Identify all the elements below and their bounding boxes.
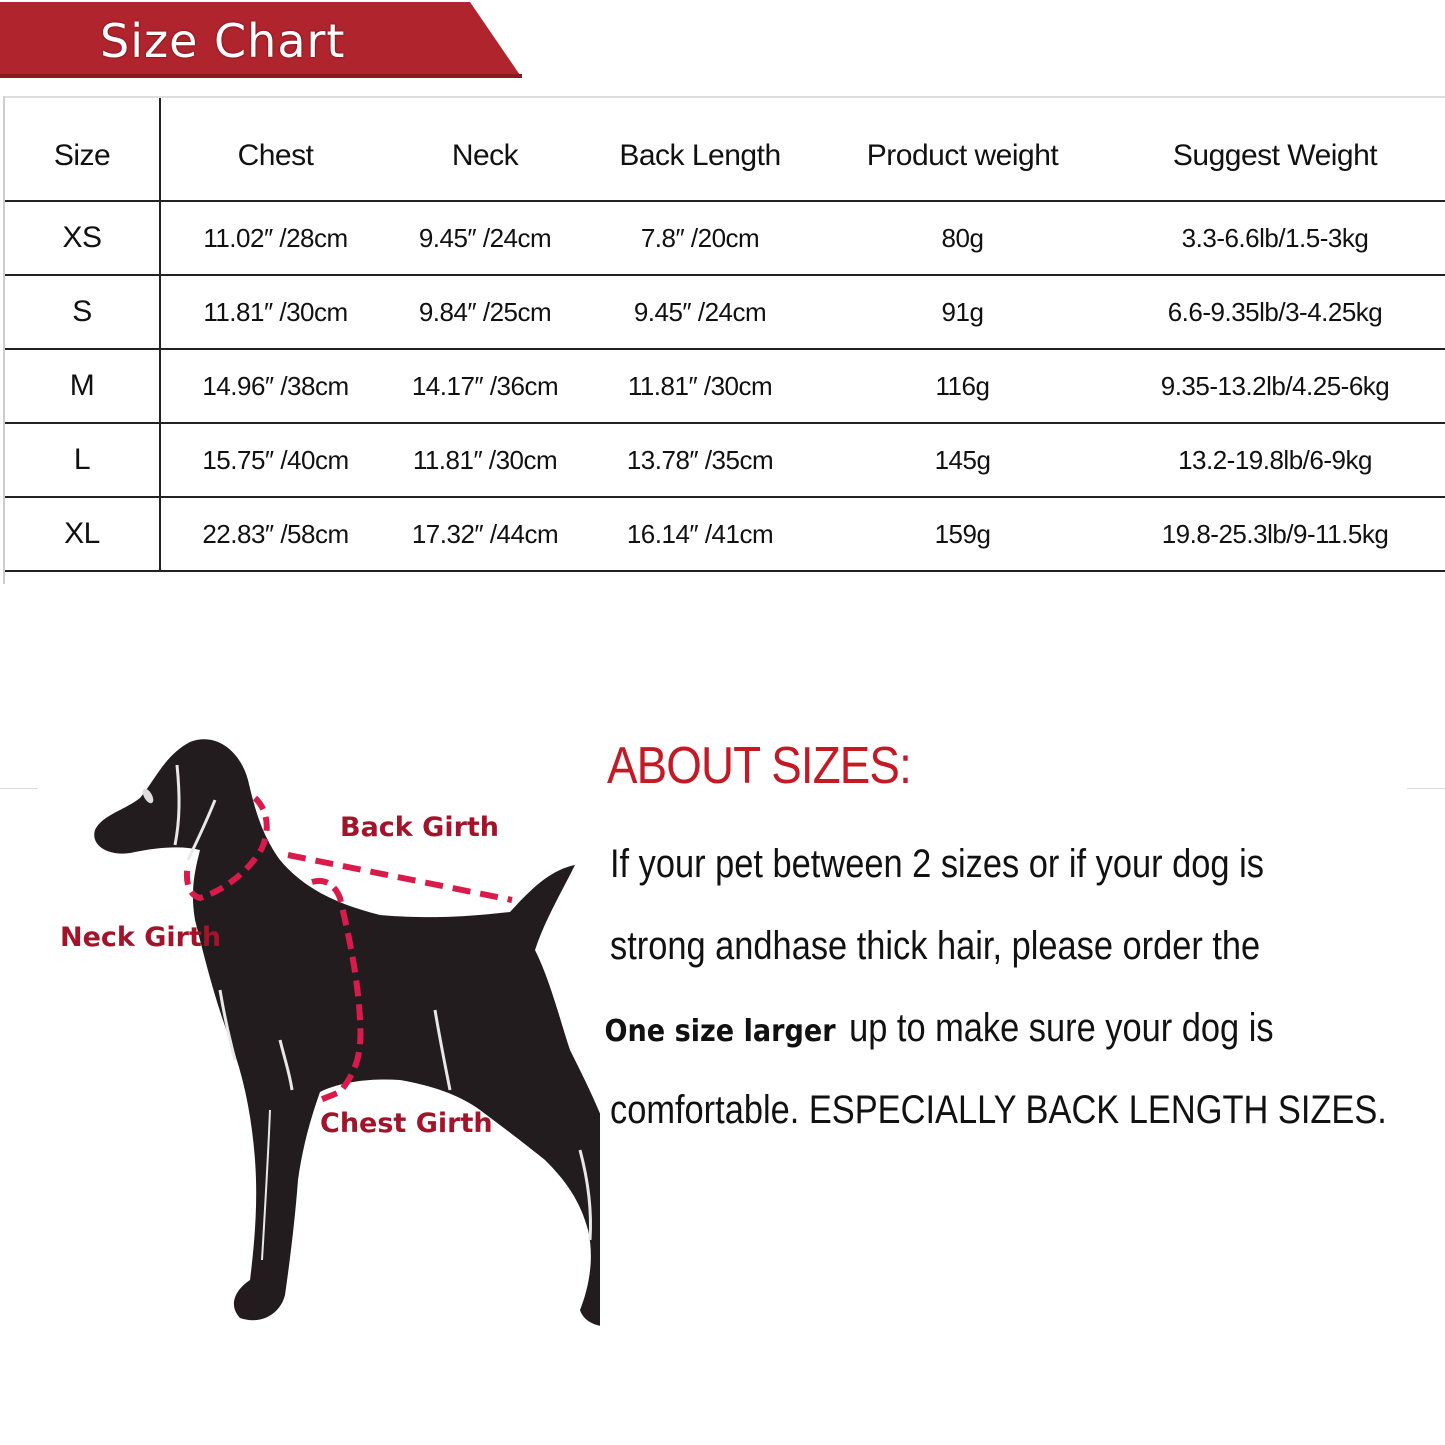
about-line-3: [604, 1006, 1274, 1051]
back-girth-label: Back Girth: [340, 812, 500, 843]
size-table: [3, 96, 1445, 584]
neck-cell: 14.17″ /36cm: [390, 349, 580, 423]
header-suggest-weight: Suggest Weight: [1172, 139, 1378, 172]
about-line-3-rest: up to make sure your dog is: [849, 1006, 1274, 1050]
size-cell: L: [5, 423, 160, 497]
back-length-cell: 7.8″ /20cm: [580, 201, 820, 275]
size-cell: M: [5, 349, 160, 423]
suggest-weight-cell: 19.8-25.3lb/9-11.5kg: [1105, 497, 1445, 571]
size-chart-banner: [0, 2, 522, 78]
neck-girth-label: Neck Girth: [60, 922, 222, 953]
suggest-weight-cell: 6.6-9.35lb/3-4.25kg: [1105, 275, 1445, 349]
table-row: [5, 275, 1445, 349]
about-sizes-title: ABOUT SIZES:: [607, 737, 911, 795]
product-weight-cell: 91g: [820, 275, 1105, 349]
suggest-weight-cell: 9.35-13.2lb/4.25-6kg: [1105, 349, 1445, 423]
product-weight-cell: 159g: [820, 497, 1105, 571]
table-row: [5, 349, 1445, 423]
product-weight-cell: 80g: [820, 201, 1105, 275]
size-cell: XL: [5, 497, 160, 571]
one-size-larger-emphasis: One size larger: [604, 1014, 836, 1049]
product-weight-cell: 145g: [820, 423, 1105, 497]
chest-cell: 15.75″ /40cm: [160, 423, 390, 497]
dog-measurement-diagram: [40, 720, 600, 1360]
neck-cell: 17.32″ /44cm: [390, 497, 580, 571]
table-header-row: [5, 98, 1445, 201]
back-length-cell: 16.14″ /41cm: [580, 497, 820, 571]
back-length-cell: 9.45″ /24cm: [580, 275, 820, 349]
neck-cell: 9.45″ /24cm: [390, 201, 580, 275]
chest-cell: 14.96″ /38cm: [160, 349, 390, 423]
size-cell: XS: [5, 201, 160, 275]
table-row: [5, 497, 1445, 571]
size-cell: S: [5, 275, 160, 349]
about-line-2: strong andhase thick hair, please order the: [610, 924, 1261, 968]
back-length-cell: 11.81″ /30cm: [580, 349, 820, 423]
header-back-length: Back Length: [619, 139, 781, 172]
neck-cell: 9.84″ /25cm: [390, 275, 580, 349]
product-weight-cell: 116g: [820, 349, 1105, 423]
suggest-weight-cell: 13.2-19.8lb/6-9kg: [1105, 423, 1445, 497]
banner-title: Size Chart: [100, 14, 346, 68]
divider: [1407, 788, 1445, 789]
about-line-4: comfortable. ESPECIALLY BACK LENGTH SIZES.: [610, 1088, 1387, 1132]
about-line-1: If your pet between 2 sizes or if your dog is: [610, 842, 1264, 886]
header-product-weight: Product weight: [866, 139, 1059, 172]
header-size: Size: [5, 98, 160, 201]
chest-cell: 11.02″ /28cm: [160, 201, 390, 275]
chest-girth-label: Chest Girth: [320, 1108, 493, 1139]
divider: [0, 788, 38, 789]
table-row: [5, 423, 1445, 497]
suggest-weight-cell: 3.3-6.6lb/1.5-3kg: [1105, 201, 1445, 275]
chest-cell: 22.83″ /58cm: [160, 497, 390, 571]
table-row: [5, 201, 1445, 275]
chest-cell: 11.81″ /30cm: [160, 275, 390, 349]
back-length-cell: 13.78″ /35cm: [580, 423, 820, 497]
dog-silhouette-icon: [40, 720, 600, 1360]
header-chest: Chest: [237, 139, 314, 172]
header-neck: Neck: [451, 139, 519, 172]
neck-cell: 11.81″ /30cm: [390, 423, 580, 497]
